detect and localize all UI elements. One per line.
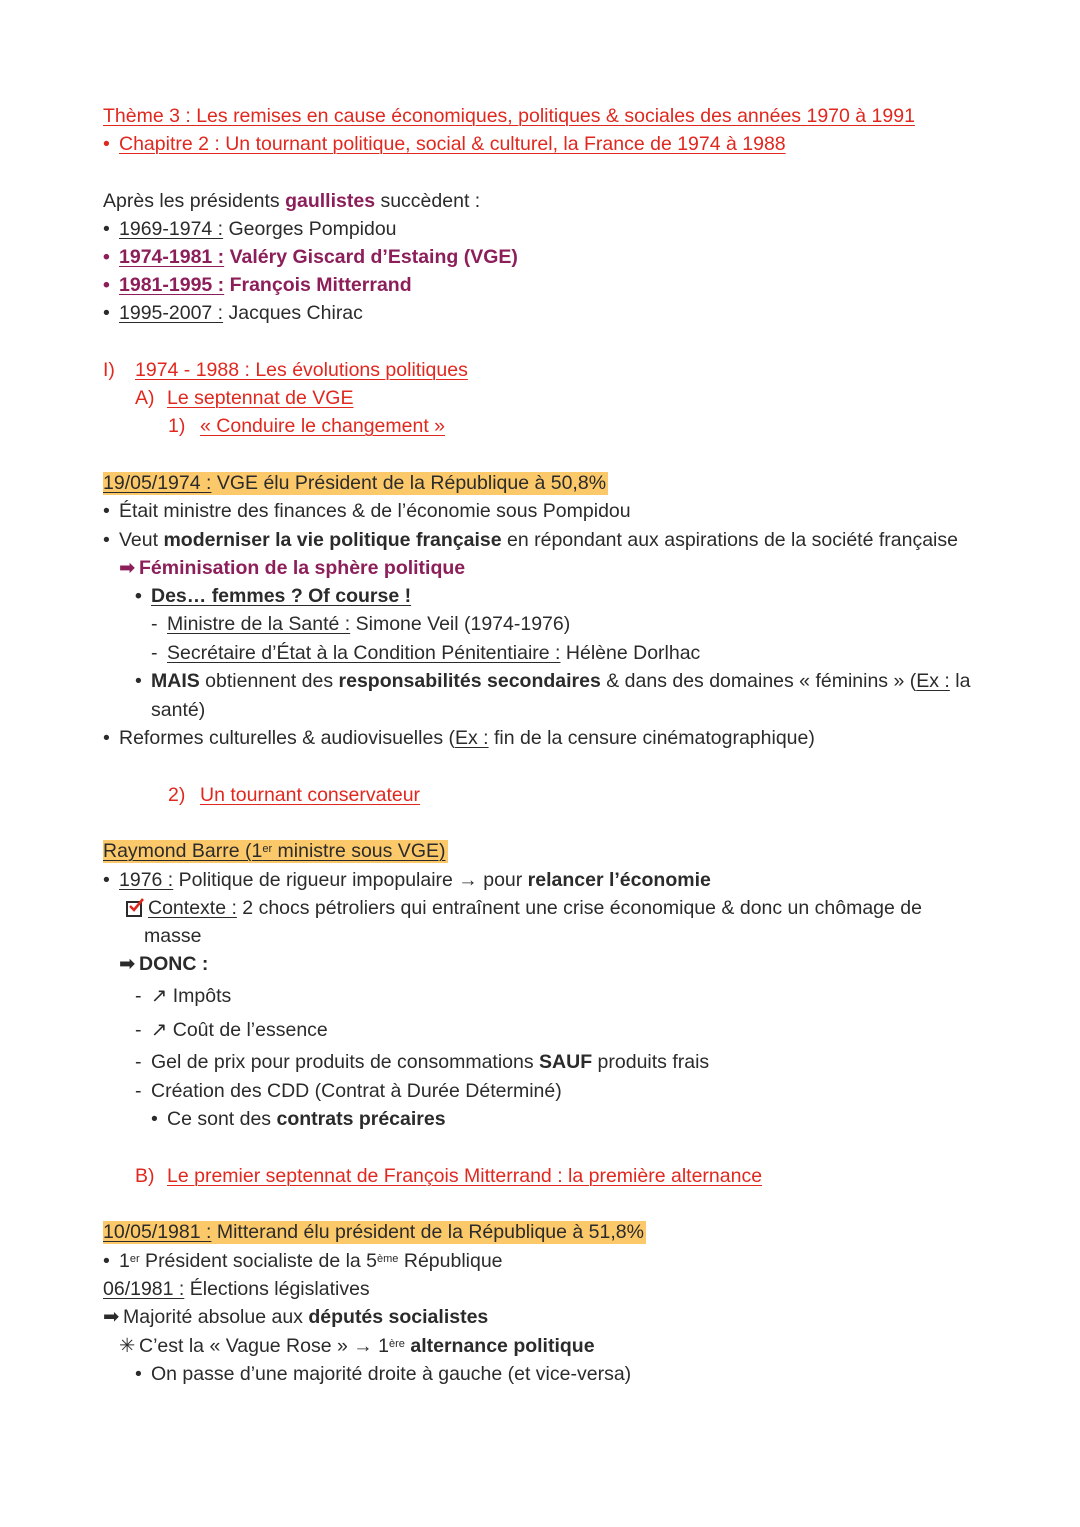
highlight [103,1221,646,1244]
context-line [126,895,922,921]
bullet-text: la [949,670,971,692]
bullet-icon: • [103,529,110,551]
subsection-number: A) [135,387,155,409]
superscript: ème [377,1253,399,1265]
dash-line [135,983,231,1009]
dash-icon: - [151,613,158,635]
subsubsection-heading [168,782,420,808]
bullet-line [135,1361,631,1387]
dash-line [151,611,570,637]
intro-keyword: gaullistes [285,190,376,212]
bullet-icon: • [103,246,110,268]
asterisk-bold: alternance politique [404,1335,595,1357]
bullet-icon: • [103,218,110,240]
bullet-line [151,1106,446,1132]
dash-text: Création des CDD (Contrat à Durée Déterminé) [151,1080,562,1102]
bullet-bold: responsabilités secondaires [338,670,601,692]
arrow-right-icon: ➡ [103,1306,120,1328]
dash-text-end: produits frais [592,1051,710,1073]
dash-icon: - [135,1051,142,1073]
president-item [103,272,412,298]
arrow-line [119,555,465,581]
president-name: Jacques Chirac [223,302,363,324]
date-line [103,1276,370,1302]
date-text: Élections législatives [184,1278,370,1300]
chapter-title: Chapitre 2 : Un tournant politique, social & culturel, la France de 1974 à 1988 [119,133,786,155]
dash-line [135,1017,328,1043]
date-label: 1976 : [119,869,174,891]
dash-line [135,1078,562,1104]
dash-label: Secrétaire d’État à la Condition Pénitentiaire : [167,642,561,664]
dash-line [135,1049,709,1075]
president-dates: 1995-2007 : [119,302,224,324]
president-dates: 1974-1981 : [119,246,225,268]
bullet-text: Reformes culturelles & audiovisuelles ( [119,727,455,749]
bullet-bold: contrats précaires [276,1108,446,1130]
bullet-line [103,527,958,553]
arrow-right-icon: ➡ [119,557,136,579]
dash-bold: SAUF [539,1051,593,1073]
asterisk-text: C’est la « Vague Rose » → 1 [139,1335,390,1357]
arrow-text: DONC : [139,953,209,975]
arrow-text: Féminisation de la sphère politique [139,557,466,579]
dash-icon: - [135,1080,142,1102]
bullet-line [135,583,411,609]
example-label: Ex : [454,727,489,749]
arrow-text: Majorité absolue aux [123,1306,309,1328]
dash-text: ↗ Impôts [151,985,232,1007]
dash-icon: - [135,1019,142,1041]
bullet-line [103,725,815,751]
dash-icon: - [151,642,158,664]
date-text: VGE élu Président de la République à 50,8% [211,472,607,494]
intro-lead [103,188,480,214]
context-continuation: masse [144,925,202,947]
bullet-text: Veut [119,529,164,551]
bullet-icon: • [103,133,110,155]
subsection-number: B) [135,1165,155,1187]
bullet-line [135,668,970,694]
bullet-bold: relancer l’économie [527,869,711,891]
bullet-icon: • [135,670,142,692]
bullet-text: & dans des domaines « féminins » ( [600,670,917,692]
intro-text: Après les présidents [103,190,286,212]
section-title: 1974 - 1988 : Les évolutions politiques [135,359,468,381]
context-label: Contexte : [148,897,237,919]
context-text: 2 chocs pétroliers qui entraînent une crise économique & donc un chômage de [236,897,922,919]
highlighted-date-line [103,1219,646,1245]
arrow-line [103,1304,488,1330]
bullet-text: 1 [119,1250,130,1272]
bullet-bold: moderniser la vie politique française [163,529,502,551]
dash-line [151,640,700,666]
date-text: Mitterand élu président de la République à 51,8% [211,1221,644,1243]
bullet-icon: • [135,1363,142,1385]
bullet-line [103,1248,503,1274]
bullet-icon: • [103,869,110,891]
president-item [103,300,363,326]
bullet-text: On passe d’une majorité droite à gauche (et vice-versa) [151,1363,632,1385]
bullet-text: Était ministre des finances & de l’économie sous Pompidou [119,500,631,522]
superscript: er [262,843,273,855]
highlight-text-end: ministre sous VGE) [272,840,446,862]
intro-text-end: succèdent : [375,190,481,212]
president-name: Georges Pompidou [223,218,397,240]
bullet-text: obtiennent des [199,670,339,692]
bullet-line [103,867,711,893]
arrow-line [119,951,208,977]
asterisk-line [119,1333,595,1359]
dash-icon: - [135,985,142,1007]
date-label: 10/05/1981 : [103,1221,212,1243]
arrow-bold: députés socialistes [308,1306,489,1328]
asterisk-icon: ✳ [119,1335,136,1357]
bullet-text: fin de la censure cinématographique) [488,727,815,749]
subsubsection-title: « Conduire le changement » [200,415,445,437]
bullet-icon: • [103,302,110,324]
dash-value: Hélène Dorlhac [560,642,701,664]
example-label: Ex : [916,670,950,692]
highlighted-line [103,838,448,864]
section-heading [103,357,468,383]
dash-value: Simone Veil (1974-1976) [350,613,571,635]
chapter-line [103,131,786,157]
subsection-title: Le septennat de VGE [167,387,354,409]
dash-label: Ministre de la Santé : [167,613,351,635]
president-name: Valéry Giscard d’Estaing (VGE) [224,246,518,268]
highlight [103,840,448,863]
superscript: ère [389,1338,405,1350]
highlight-text: Raymond Barre (1 [103,840,263,862]
dash-text: ↗ Coût de l’essence [151,1019,328,1041]
bullet-text: Président socialiste de la 5 [139,1250,378,1272]
bullet-icon: • [103,274,110,296]
section-number: I) [103,359,115,381]
bullet-icon: • [151,1108,158,1130]
checkbox-icon [126,901,142,917]
highlighted-date-line [103,470,608,496]
bullet-bold: MAIS [151,670,200,692]
bullet-text: Politique de rigueur impopulaire → pour [173,869,528,891]
bullet-icon: • [135,585,142,607]
bullet-text: République [398,1250,503,1272]
bullet-icon: • [103,500,110,522]
highlight [103,472,608,495]
president-dates: 1969-1974 : [119,218,224,240]
superscript: er [129,1253,140,1265]
date-label: 06/1981 : [103,1278,185,1300]
subsection-title: Le premier septennat de François Mitterrand : la première alternance [167,1165,763,1187]
subsubsection-title: Un tournant conservateur [200,784,421,806]
arrow-right-icon: ➡ [119,953,136,975]
bullet-heading: Des… femmes ? Of course ! [151,585,412,607]
theme-title: Thème 3 : Les remises en cause économiques, politiques & sociales des années 1970 à 1991 [103,105,915,127]
president-item [103,216,397,242]
bullet-icon: • [103,727,110,749]
subsection-heading [135,1163,762,1189]
subsubsection-heading [168,413,445,439]
subsection-heading [135,385,353,411]
subsubsection-number: 1) [168,415,186,437]
bullet-text: Ce sont des [167,1108,277,1130]
date-label: 19/05/1974 : [103,472,212,494]
bullet-line [103,498,631,524]
president-dates: 1981-1995 : [119,274,225,296]
president-name: François Mitterrand [224,274,412,296]
president-item [103,244,518,270]
bullet-continuation: santé) [151,699,206,721]
dash-text: Gel de prix pour produits de consommations [151,1051,540,1073]
subsubsection-number: 2) [168,784,186,806]
bullet-text-end: en répondant aux aspirations de la société française [501,529,958,551]
bullet-icon: • [103,1250,110,1272]
